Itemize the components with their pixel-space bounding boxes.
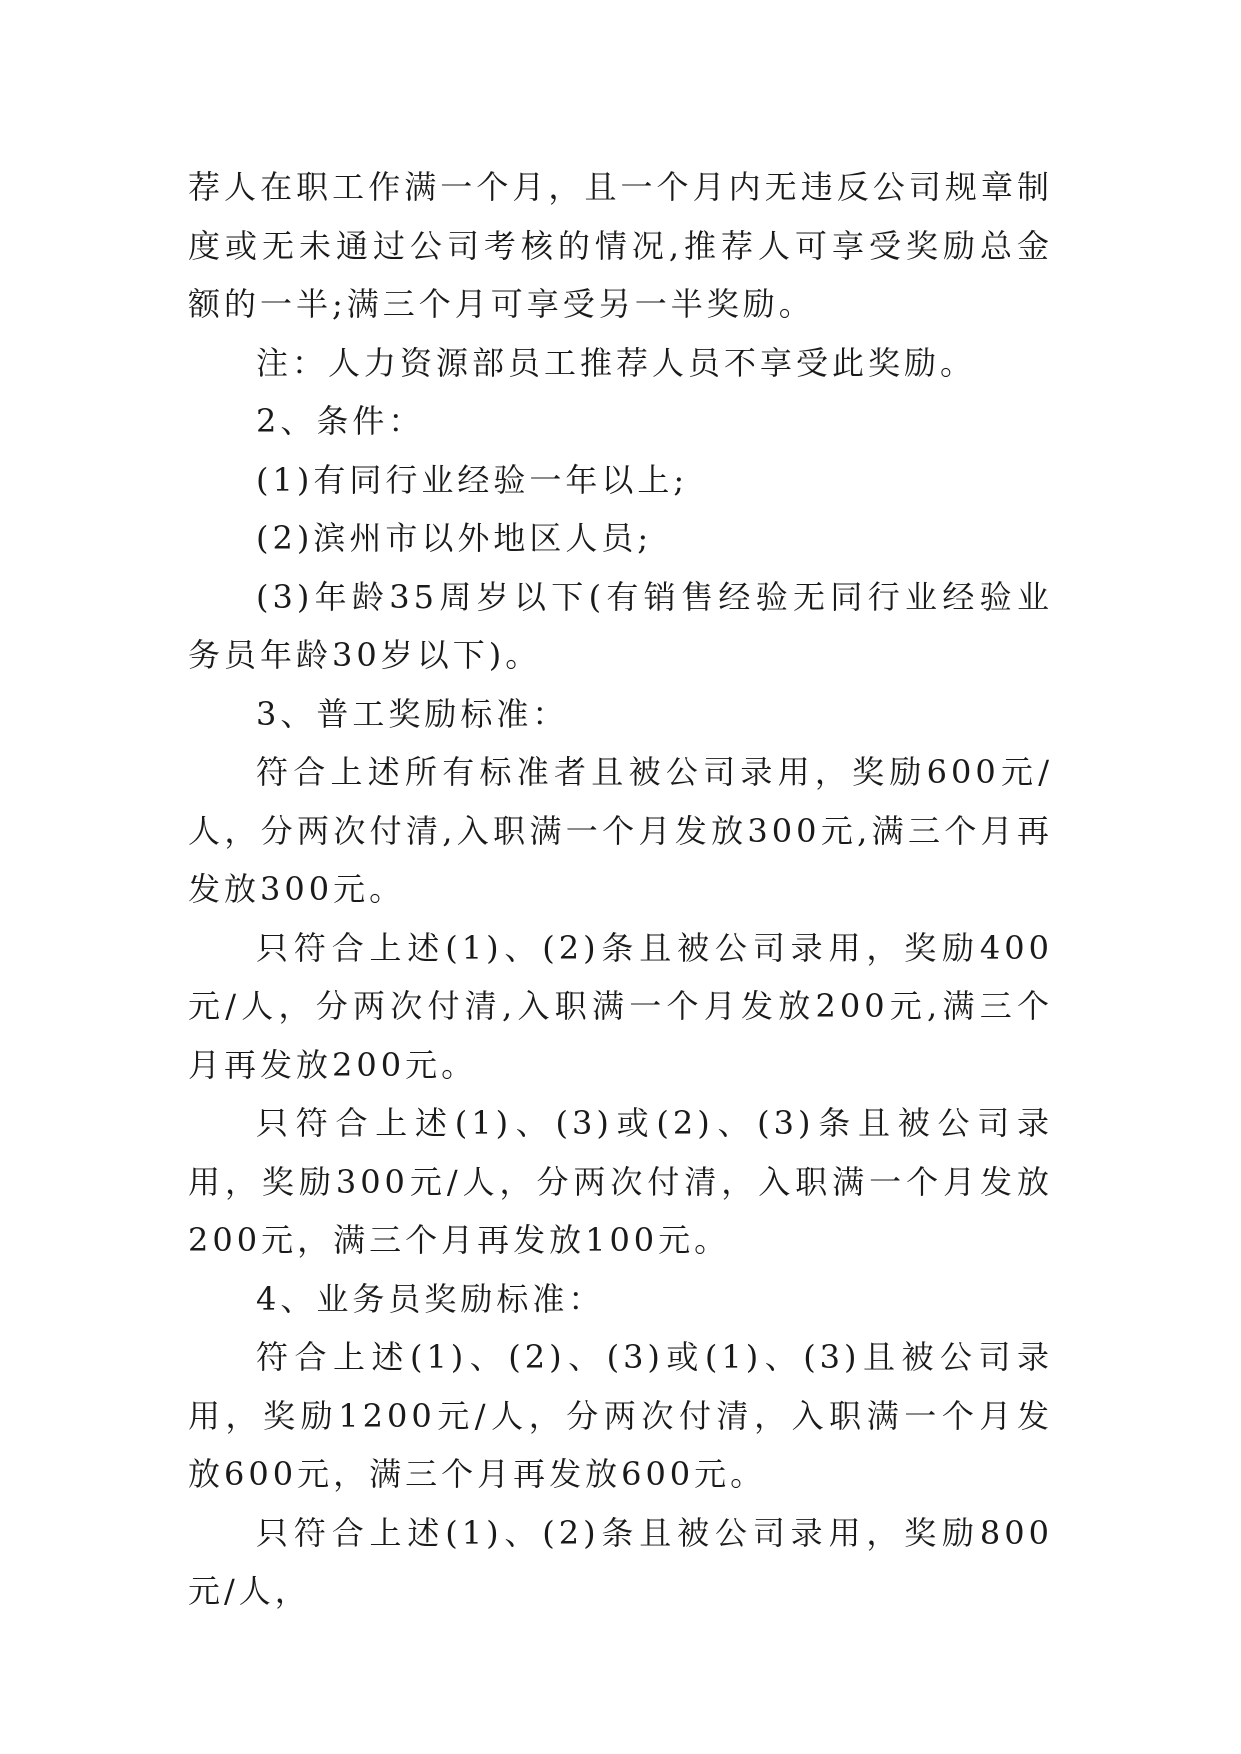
paragraph-referral-reward: 荐人在职工作满一个月，且一个月内无违反公司规章制度或无未通过公司考核的情况,推荐人可享受奖励总金额的一半;满三个月可享受另一半奖励。 (188, 168, 1053, 323)
condition-item-2: (2)滨州市以外地区人员; (256, 519, 653, 557)
paragraph-worker-reward-300: 只符合上述(1)、(3)或(2)、(3)条且被公司录用，奖励300元/人，分两次付清，入职满一个月发放200元，满三个月再发放100元。 (188, 1104, 1053, 1259)
paragraph-worker-reward-400: 只符合上述(1)、(2)条且被公司录用，奖励400元/人，分两次付清,入职满一个月发放200元,满三个月再发放200元。 (188, 928, 1053, 1084)
paragraph-sales-reward-1200: 符合上述(1)、(2)、(3)或(1)、(3)且被公司录用，奖励1200元/人，分两次付清，入职满一个月发放600元，满三个月再发放600元。 (188, 1338, 1053, 1493)
document-body (188, 158, 1053, 1621)
paragraph-worker-reward-600: 符合上述所有标准者且被公司录用，奖励600元/人，分两次付清,入职满一个月发放300元,满三个月再发放300元。 (188, 753, 1053, 908)
paragraph-hr-note: 注：人力资源部员工推荐人员不享受此奖励。 (256, 343, 977, 382)
condition-item-1: (1)有同行业经验一年以上; (256, 460, 689, 499)
section-heading-conditions: 2、条件： (256, 402, 425, 440)
section-heading-sales-standard: 4、业务员奖励标准： (256, 1279, 605, 1318)
paragraph-sales-reward-800: 只符合上述(1)、(2)条且被公司录用，奖励800元/人， (188, 1513, 1053, 1610)
section-heading-worker-standard: 3、普工奖励标准： (256, 694, 569, 733)
condition-item-3: (3)年龄35周岁以下(有销售经验无同行业经验业务员年龄30岁以下)。 (188, 577, 1053, 674)
